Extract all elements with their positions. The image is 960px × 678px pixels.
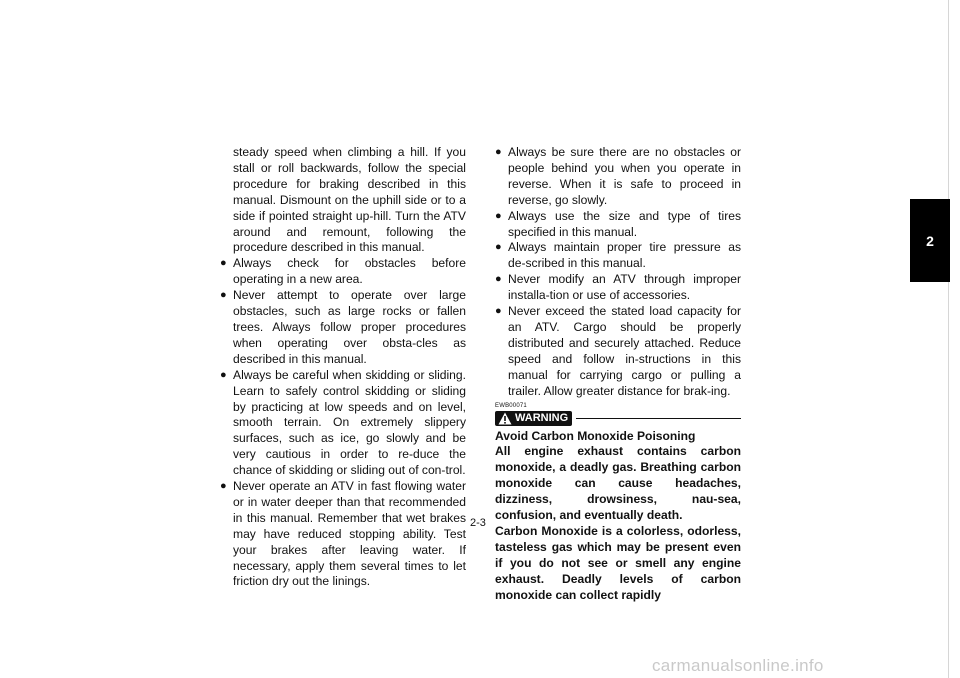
warning-badge <box>495 411 572 426</box>
list-item-text: Never exceed the stated load capacity for an ATV. Cargo should be properly distributed and securely attached. Reduce speed and follow in-structions in this manual for carrying cargo or pulling a trailer. Allow greater distance for brak-ing. <box>508 304 741 398</box>
bullet-icon: ● <box>220 480 227 493</box>
page-number: 2-3 <box>470 517 486 529</box>
list-item <box>220 288 466 368</box>
chapter-tab-number: 2 <box>926 232 934 249</box>
list-item-text: Never operate an ATV in fast flowing water or in water deeper than that recommended in this manual. Remember that wet brakes may have reduced stopping ability. Test your brakes after leaving water. If necessary, apply them several times to let friction dry out the linings. <box>233 479 466 589</box>
warning-code: EWB00071 <box>495 402 527 409</box>
warning-rule <box>576 418 741 419</box>
list-item <box>495 240 741 272</box>
bullet-icon: ● <box>495 273 502 286</box>
list-item <box>495 304 741 399</box>
right-column <box>495 145 741 603</box>
watermark: carmanualsonline.info <box>652 656 824 675</box>
warning-title: Avoid Carbon Monoxide Poisoning <box>495 428 696 443</box>
list-item <box>495 272 741 304</box>
list-item-text: Never modify an ATV through improper installa-tion or use of accessories. <box>508 272 741 303</box>
bullet-icon: ● <box>495 241 502 254</box>
warning-label: WARNING <box>515 411 569 424</box>
bullet-icon: ● <box>495 146 502 158</box>
bullet-icon: ● <box>220 257 227 270</box>
list-item <box>495 209 741 241</box>
chapter-tab <box>910 199 950 282</box>
list-item-text: Never attempt to operate over large obstacles, such as large rocks or fallen trees. Always follow proper procedures when operating over obsta-cles as described in this manual. <box>233 288 466 366</box>
warning-header <box>495 411 741 426</box>
warning-triangle-icon <box>498 412 512 425</box>
list-item <box>495 145 741 209</box>
list-item <box>220 256 466 288</box>
bullet-icon: ● <box>495 209 502 222</box>
list-item <box>220 479 466 590</box>
bullet-icon: ● <box>220 289 227 302</box>
bullet-icon: ● <box>495 305 502 318</box>
list-item-text: Always use the size and type of tires specified in this manual. <box>508 208 741 239</box>
bullet-icon: ● <box>220 368 227 381</box>
list-item-text: Always be careful when skidding or sliding. Learn to safely control skidding or sliding by practicing at low speeds and on level, smooth terrain. On extremely slippery surfaces, such as ice, go slowly and be very cautious in order to re-duce the chance of skidding or sliding out of con-trol. <box>233 367 466 478</box>
list-item <box>220 368 466 479</box>
warning-paragraph: Carbon Monoxide is a colorless, odorless, tasteless gas which may be present even if you do not see or smell any engine exhaust. Deadly levels of carbon monoxide can collect rapidly <box>495 523 741 602</box>
list-item-text: Always check for obstacles before operating in a new area. <box>233 256 466 287</box>
warning-paragraph: All engine exhaust contains carbon monoxide, a deadly gas. Breathing carbon monoxide can cause headaches, dizziness, drowsiness, nau-sea, confusion, and eventually death. <box>495 444 741 523</box>
margin-line <box>948 0 949 678</box>
intro-paragraph: steady speed when climbing a hill. If you stall or roll backwards, follow the special procedure for braking described in this manual. Dismount on the uphill side or to a side if pointed straight up-hill. Turn the ATV around and remount, following the procedure described in this manual. <box>233 145 466 255</box>
list-item-text: Always be sure there are no obstacles or people behind you when you operate in reverse. When it is safe to proceed in reverse, go slowly. <box>508 145 741 207</box>
left-column <box>220 145 466 590</box>
list-item-text: Always maintain proper tire pressure as de-scribed in this manual. <box>508 240 741 271</box>
